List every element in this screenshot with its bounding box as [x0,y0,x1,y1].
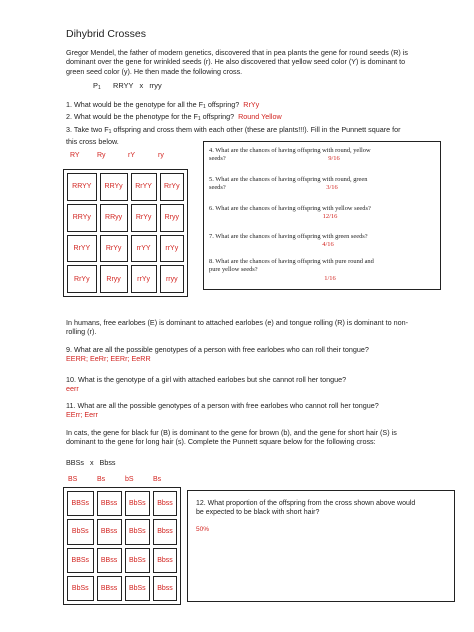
table-row [67,491,177,516]
question-1: 1. What would be the genotype for all the $F_1$ offspring? RrYy [66,100,260,110]
answer-8: 1/16 [324,275,336,282]
punnett2-cell: Bbss [153,491,177,516]
punnett1-cell: RRYy [100,173,128,201]
punnett2-cell: Bbss [153,519,177,544]
punnett1-cell: RrYY [67,235,97,263]
question-3-line2: this cross below. [66,136,119,146]
question-6: 6. What are the chances of having offspring with yellow seeds? [209,205,371,212]
answer-11: EErr; Eerr [66,410,98,420]
punnett2-cell: BBSs [67,548,94,573]
punnett1-cell: rrYy [131,265,157,293]
answer-9: EERR; EeRr; EERr; EeRR [66,354,151,364]
punnett1-cell: rrYY [131,235,157,263]
cats-intro: In cats, the gene for black fur (B) is dominant to the gene for brown (b), and the gene for short hair (S) is dominant to the gene for long hair (s). Complete the Punnett square below for the following cross: [66,428,397,447]
punnett1-cell: RrYy [131,204,157,232]
punnett1-cell: RrYy [100,235,128,263]
questions-1-3 [66,100,466,146]
question-2: 2. What would be the phenotype for the $F_1$ offspring? Round Yellow [66,112,282,123]
table-row [67,548,177,573]
question-11: 11. What are all the possible genotypes of a person with free earlobes who cannot roll her tongue? EErr; Eerr [66,401,471,420]
question-4: 4. What are the chances of having offspring with round, yellow seeds? [209,147,371,162]
questions-4-8-box [203,141,441,290]
answer-5: 3/16 [326,184,338,191]
punnett2-cell: BbSs [125,519,151,544]
answer-12: 50% [196,526,210,533]
answer-7: 4/16 [322,241,334,248]
cross-label: P [93,81,98,90]
punnett1-header: RY [70,152,80,159]
punnett-square-1 [63,169,188,297]
answer-10: eerr [66,384,79,394]
punnett2-cell: Bbss [153,576,177,601]
punnett2-header: Bs [153,476,162,483]
question-12-box [187,490,455,602]
intro-paragraph [66,48,466,76]
question-8: 8. What are the chances of having offspring with pure round and pure yellow seeds? [209,258,374,273]
parent-cross [93,81,162,93]
punnett1-cell: Rryy [100,265,128,293]
question-3: 3. Take two $F_1$ offspring and cross them with each other (these are plants!!!). Fill in the Punnett square for [66,124,401,135]
punnett1-cell: RRYY [67,173,97,201]
punnett-square-2 [63,487,181,605]
punnett2-cell: BBss [97,548,122,573]
intro-line: Gregor Mendel, the father of modern genetics, discovered that in pea plants the gene for round seeds (R) is [66,48,408,57]
cross-label-subscript: 1 [97,85,101,91]
punnett2-cell: BbSs [67,576,94,601]
table-row [67,576,177,601]
answer-4: 9/16 [328,155,340,162]
punnett2-cell: BbSs [125,576,151,601]
table-row [67,235,184,263]
table-row [67,265,184,293]
cross-genotypes: RRYY x rryy [113,81,162,90]
punnett2-cell: BbSs [67,519,94,544]
punnett2-cell: BBss [97,576,122,601]
punnett2-cell: BBss [97,491,122,516]
punnett2-cell: BbSs [125,491,151,516]
page-title: Dihybrid Crosses [66,28,146,40]
punnett1-cell: RRYy [67,204,97,232]
punnett2-header: BS [68,476,78,483]
answer-2: Round Yellow [238,112,282,122]
punnett1-cell: RrYy [160,173,184,201]
earlobes-intro: In humans, free earlobes (E) is dominant to attached earlobes (e) and tongue rolling (R) is dominant to non- rolling (r). [66,318,408,337]
table-row [67,519,177,544]
punnett1-cell: RrYY [131,173,157,201]
punnett2-cell: BBSs [67,491,94,516]
question-10: 10. What is the genotype of a girl with attached earlobes but she cannot roll her tongue? eerr [66,375,471,394]
question-9: 9. What are all the possible genotypes of a person with free earlobes who can roll their tongue? EERR; EeRr; EERr; EeRR [66,345,471,364]
question-5: 5. What are the chances of having offspring with round, green seeds? [209,176,368,191]
punnett1-cell: rrYy [160,235,184,263]
punnett2-cell: BbSs [125,548,151,573]
question-7: 7. What are the chances of having offspring with green seeds? [209,233,368,240]
punnett1-cell: Rryy [160,204,184,232]
punnett1-header: Ry [97,152,106,159]
punnett1-header: ry [158,152,164,159]
answer-1: RrYy [243,100,260,109]
intro-line: dominant over the gene for wrinkled seeds (r). He also discovered that yellow seed color (Y) is dominant to [66,57,406,67]
punnett2-cell: Bbss [153,548,177,573]
punnett1-cell: RRyy [100,204,128,232]
punnett2-header: bS [125,476,134,483]
table-row [67,173,184,201]
intro-line: green seed color (y). He then made the following cross. [66,66,243,76]
punnett1-cell: rryy [160,265,184,293]
answer-6: 12/16 [322,213,338,220]
punnett1-cell: RrYy [67,265,97,293]
punnett2-cell: BBss [97,519,122,544]
punnett2-header: Bs [97,476,106,483]
question-12: 12. What proportion of the offspring from the cross shown above would be expected to be black with short hair? [196,500,416,516]
punnett1-header: rY [128,152,135,159]
table-row [67,204,184,232]
cats-cross: BBSs x Bbss [66,458,116,467]
